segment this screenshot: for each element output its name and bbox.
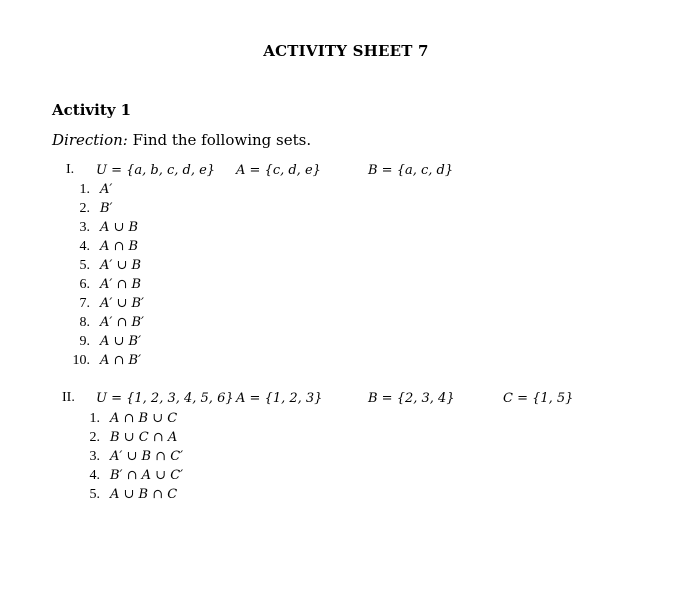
set-expression: A′ ∪ B (100, 258, 142, 273)
item-number: 2. (89, 430, 100, 445)
part2-list-item (74, 445, 183, 464)
set-expression: A′ ∪ B′ (100, 296, 145, 311)
set-expression: A ∪ B (100, 220, 139, 235)
activity-heading: Activity 1 (52, 101, 132, 119)
set-expression: A′ ∩ B (100, 277, 142, 292)
direction-line (52, 131, 311, 149)
part2-list-item (74, 483, 177, 502)
direction-text: Find the following sets. (127, 131, 312, 149)
part2-numeral: II. (62, 390, 75, 405)
set-expression: A ∩ B (100, 239, 139, 254)
part1-list-item (64, 178, 112, 197)
part1-set-a: A = {c, d, e} (236, 163, 321, 178)
part1-list-item (64, 330, 141, 349)
set-expression: A ∩ B′ (100, 353, 142, 368)
item-number: 1. (79, 182, 90, 197)
set-expression: B′ (100, 201, 113, 216)
part1-list-item (64, 311, 144, 330)
item-number: 5. (79, 258, 90, 273)
part1-list-item (64, 273, 141, 292)
part1-list-item (64, 254, 141, 273)
part2-universal-set: U = {1, 2, 3, 4, 5, 6} (96, 391, 234, 406)
part1-list-item (64, 216, 138, 235)
set-expression: A′ ∩ B′ (100, 315, 145, 330)
part2-set-b: B = {2, 3, 4} (368, 391, 455, 406)
part2-list-item (74, 407, 177, 426)
item-number: 1. (89, 411, 100, 426)
item-number: 5. (89, 487, 100, 502)
item-number: 9. (79, 334, 90, 349)
item-number: 3. (79, 220, 90, 235)
part1-list-item (64, 197, 113, 216)
item-number: 8. (79, 315, 90, 330)
part1-list-item (64, 292, 144, 311)
part1-universal-set: U = {a, b, c, d, e} (96, 163, 216, 178)
set-expression: A ∪ B′ (100, 334, 142, 349)
part2-set-a: A = {1, 2, 3} (236, 391, 323, 406)
part1-set-b: B = {a, c, d} (368, 163, 454, 178)
set-expression: B′ ∩ A ∪ C′ (110, 468, 184, 483)
item-number: 2. (79, 201, 90, 216)
direction-label: Direction: (52, 131, 128, 149)
item-number: 3. (89, 449, 100, 464)
item-number: 4. (79, 239, 90, 254)
part1-list-item (64, 349, 141, 368)
page-title: ACTIVITY SHEET 7 (263, 42, 429, 60)
set-expression: B ∪ C ∩ A (110, 430, 178, 445)
part2-list-item (74, 464, 183, 483)
part1-numeral: I. (66, 162, 75, 177)
part1-list-item (64, 235, 138, 254)
set-expression: A ∪ B ∩ C (110, 487, 178, 502)
set-expression: A′ (100, 182, 113, 197)
item-number: 7. (79, 296, 90, 311)
item-number: 6. (79, 277, 90, 292)
part2-set-c: C = {1, 5} (503, 391, 574, 406)
set-expression: A ∩ B ∪ C (110, 411, 178, 426)
set-expression: A′ ∪ B ∩ C′ (110, 449, 184, 464)
part2-list-item (74, 426, 177, 445)
item-number: 10. (72, 353, 90, 368)
item-number: 4. (89, 468, 100, 483)
